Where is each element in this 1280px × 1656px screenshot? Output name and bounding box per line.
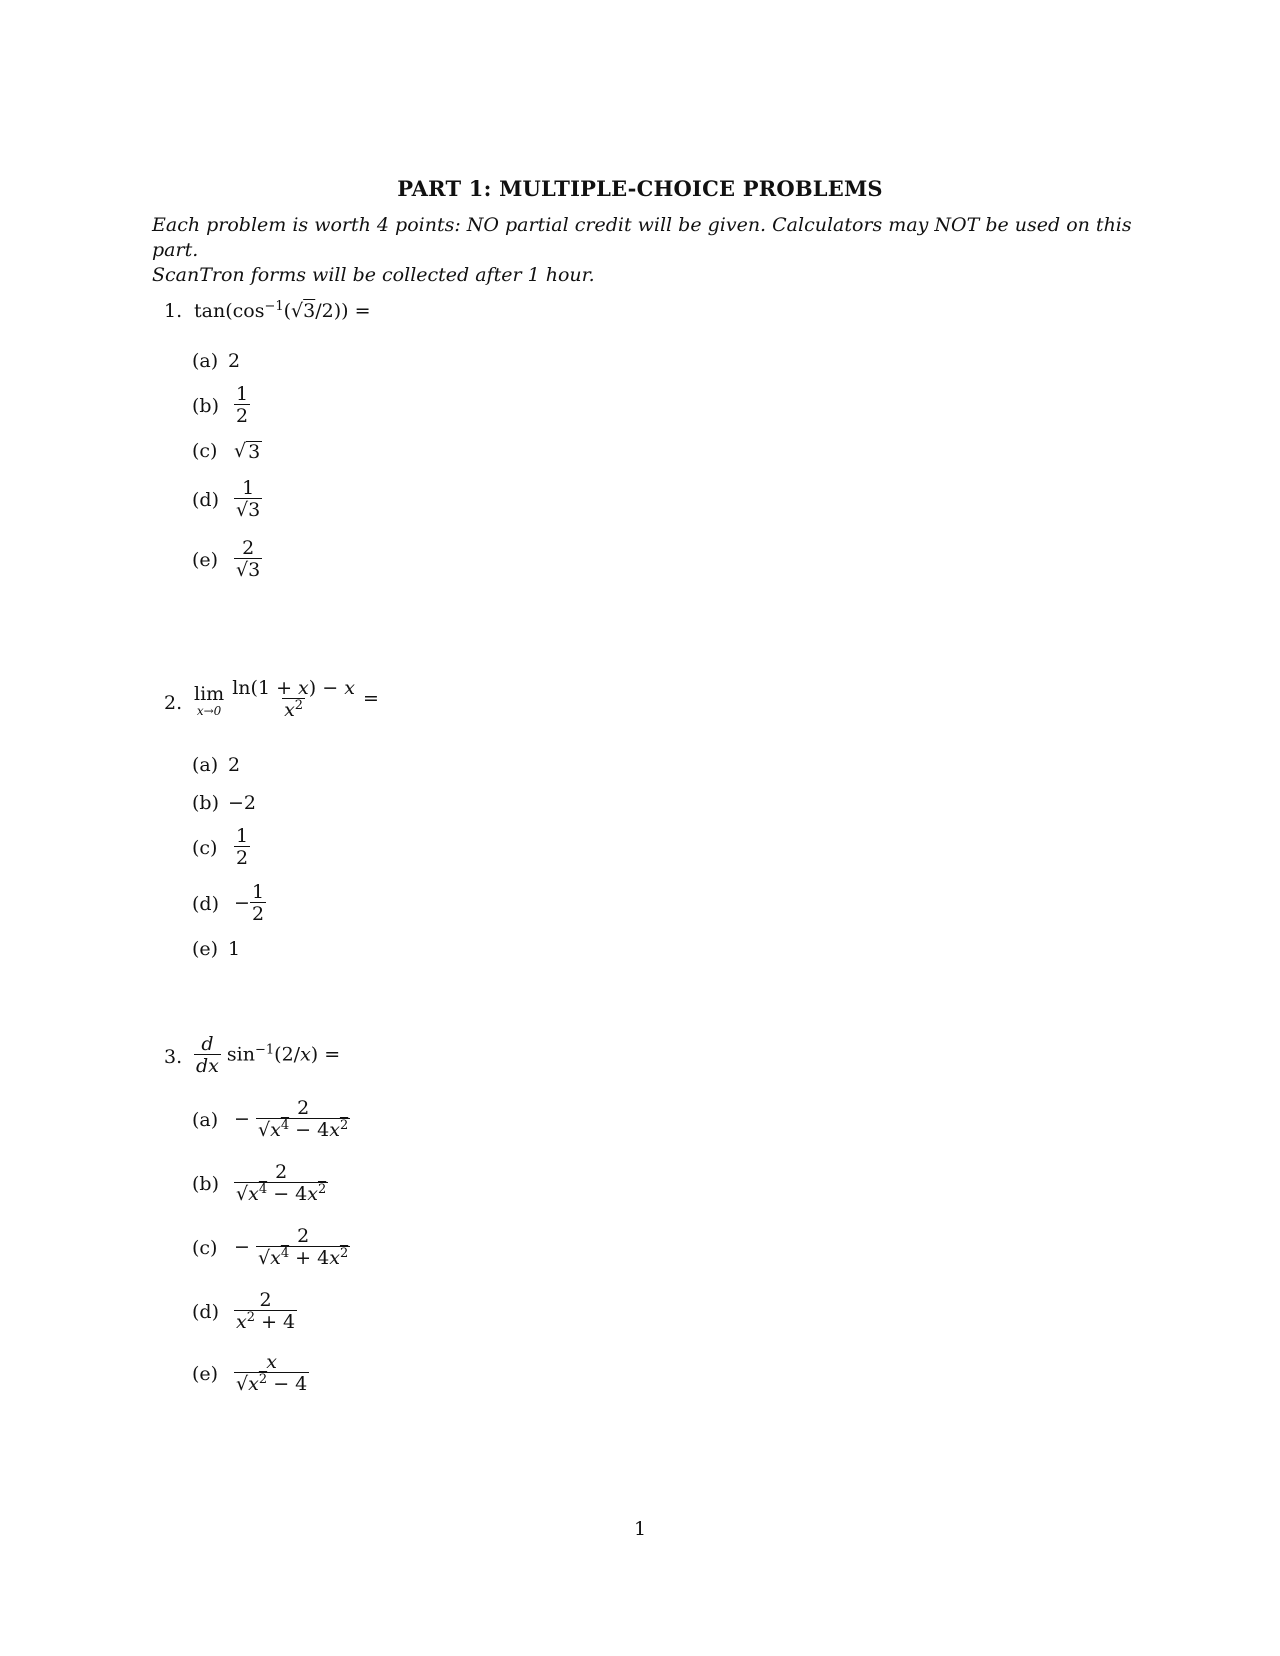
option-b: (b) −2 <box>192 792 257 814</box>
section-title: PART 1: MULTIPLE-CHOICE PROBLEMS <box>397 176 883 201</box>
option-a: (a) − $\frac{2}{√x^4 - 4x^2}$ <box>192 1097 349 1141</box>
option-text: − $\frac{2}{√x^4 + 4x^2}$ <box>234 1225 349 1269</box>
page-number: 1 <box>633 1518 647 1540</box>
question-stem: $\tan(\cos^{-1}(√3/2))$ = <box>194 299 371 322</box>
instructions-line-1: Each problem is worth 4 points: NO partial credit will be given. Calculators may NOT be used on this part. <box>152 214 1132 261</box>
question-number: 1. <box>164 300 183 322</box>
option-b: (b) $\frac{2}{√x^4 - 4x^2}$ <box>192 1161 327 1205</box>
option-c: (c) √ 3 <box>192 440 261 463</box>
option-text: $\frac{1}{2}$ <box>236 825 249 869</box>
instructions <box>152 213 1142 288</box>
option-a: (a) 2 <box>192 754 241 776</box>
option-d: (d) − $\frac{1}{2}$ <box>192 881 265 925</box>
question-number: 3. <box>164 1046 183 1068</box>
option-text: $\frac{2}{√x^4 - 4x^2}$ <box>236 1161 327 1205</box>
question-number: 2. <box>164 692 183 714</box>
option-text: $\frac{1}{2}$ <box>236 383 249 427</box>
option-c: (c) − $\frac{2}{√x^4 + 4x^2}$ <box>192 1225 349 1269</box>
option-text: 1 <box>228 938 241 960</box>
option-text: $\frac{1}{√3}$ <box>236 477 261 521</box>
option-e: (e) $\frac{2}{√3}$ <box>192 537 261 581</box>
option-e: (e) 1 <box>192 938 241 960</box>
option-text: $\frac{2}{x^2 + 4}$ <box>236 1289 296 1333</box>
option-a: (a) 2 <box>192 350 241 372</box>
option-text: − $\frac{1}{2}$ <box>234 881 265 925</box>
option-text: − $\frac{2}{√x^4 - 4x^2}$ <box>234 1097 349 1141</box>
option-text: $\frac{2}{√3}$ <box>236 537 261 581</box>
option-text: √ 3 <box>234 440 261 463</box>
option-text: −2 <box>228 792 257 814</box>
option-text: 2 <box>228 754 241 776</box>
question-stem: lim x→0 $\frac{\ln(1 + x) - x}{x^2}$ = <box>194 677 379 721</box>
option-text: $\frac{x}{√x^2 - 4}$ <box>236 1351 308 1395</box>
question-stem: $\frac{d}{dx}$ $\sin^{-1}(2/x)$ = <box>196 1033 341 1077</box>
option-c: (c) $\frac{1}{2}$ <box>192 825 249 869</box>
option-d: (d) $\frac{1}{√3}$ <box>192 477 261 521</box>
option-e: (e) $\frac{x}{√x^2 - 4}$ <box>192 1351 308 1395</box>
option-text: 2 <box>228 350 241 372</box>
option-b: (b) $\frac{1}{2}$ <box>192 383 249 427</box>
option-d: (d) $\frac{2}{x^2 + 4}$ <box>192 1289 296 1333</box>
instructions-line-2: ScanTron forms will be collected after 1 hour. <box>152 264 595 286</box>
